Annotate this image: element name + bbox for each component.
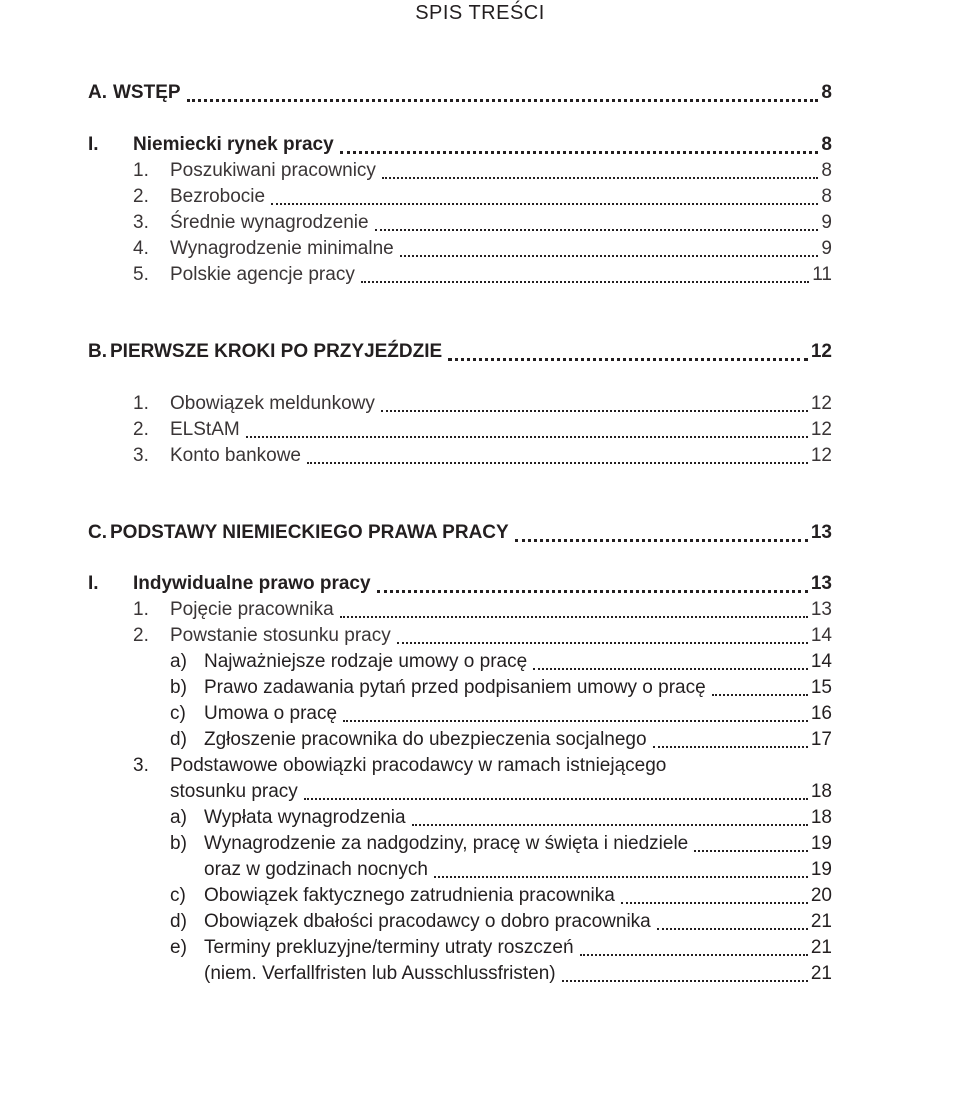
toc-entry-label: Prawo zadawania pytań przed podpisaniem umowy o pracę <box>204 677 706 698</box>
toc-entry-page: 12 <box>810 393 832 414</box>
toc-entry-page: 21 <box>810 937 832 958</box>
toc-entry-label: WSTĘP <box>113 82 181 103</box>
toc-entry-label: Indywidualne prawo pracy <box>133 573 371 594</box>
toc-entry-label: Obowiązek faktycznego zatrudnienia pracownika <box>204 885 615 906</box>
toc-entry-number: C. <box>88 522 107 543</box>
dot-leader <box>377 590 808 593</box>
toc-entry <box>0 443 960 469</box>
dot-leader <box>397 642 808 644</box>
toc-entry-page: 21 <box>810 911 832 932</box>
toc-entry <box>0 236 960 262</box>
toc-entry <box>0 158 960 184</box>
toc-entry <box>0 597 960 623</box>
dot-leader <box>621 902 808 904</box>
dot-leader <box>307 462 808 464</box>
toc-entry-label: ELStAM <box>170 419 240 440</box>
toc-entry-number: 5. <box>133 264 149 285</box>
toc-entry <box>0 779 960 805</box>
toc-entry-page: 19 <box>810 859 832 880</box>
toc-entry <box>0 831 960 857</box>
dot-leader <box>343 720 808 722</box>
toc-entry-number: c) <box>170 885 186 906</box>
dot-leader <box>412 824 808 826</box>
toc-entry <box>0 935 960 961</box>
dot-leader <box>381 410 808 412</box>
dot-leader <box>712 694 808 696</box>
toc-entry-number: I. <box>88 134 99 155</box>
toc-entry-page: 8 <box>821 186 832 207</box>
toc-entry-page: 13 <box>810 573 832 594</box>
toc-entry <box>0 909 960 935</box>
toc-entry-number: 3. <box>133 755 149 776</box>
toc-entry-page: 12 <box>810 445 832 466</box>
toc-entry-number: B. <box>88 341 107 362</box>
dot-leader <box>375 229 818 231</box>
toc-entry <box>0 961 960 987</box>
dot-leader <box>562 980 808 982</box>
toc-entry-page: 9 <box>821 212 832 233</box>
toc-entry-label: stosunku pracy <box>170 781 298 802</box>
toc-entry-label: Konto bankowe <box>170 445 301 466</box>
dot-leader <box>400 255 818 257</box>
toc-entry-label: Wynagrodzenie za nadgodziny, pracę w święta i niedziele <box>204 833 689 854</box>
toc-entry-label: Podstawowe obowiązki pracodawcy w ramach istniejącego <box>170 755 667 776</box>
dot-leader <box>657 928 808 930</box>
toc-entry-page: 8 <box>821 82 832 103</box>
toc-entry-label: Bezrobocie <box>170 186 266 207</box>
toc-entry-number: b) <box>170 677 187 698</box>
dot-leader <box>515 539 808 542</box>
toc-entry-page: 8 <box>821 160 832 181</box>
toc-entry-page: 21 <box>810 963 832 984</box>
toc-entry-number: I. <box>88 573 99 594</box>
toc-entry <box>0 132 960 158</box>
dot-leader <box>533 668 808 670</box>
dot-leader <box>340 616 808 618</box>
toc-entry-number: d) <box>170 911 187 932</box>
toc-entry <box>0 623 960 649</box>
toc-entry <box>0 649 960 675</box>
toc-entry-page: 15 <box>810 677 832 698</box>
toc-entry-page: 8 <box>821 134 832 155</box>
toc-entry-number: A. <box>88 82 107 103</box>
page-title: SPIS TREŚCI <box>415 2 545 24</box>
toc-entry-page: 13 <box>810 599 832 620</box>
toc-entry-page: 11 <box>812 264 832 285</box>
toc-entry <box>0 210 960 236</box>
dot-leader <box>434 876 808 878</box>
toc-entry-label: Niemiecki rynek pracy <box>133 134 334 155</box>
toc-entry-label: Najważniejsze rodzaje umowy o pracę <box>204 651 528 672</box>
toc-entry-page: 17 <box>810 729 832 750</box>
dot-leader <box>580 954 808 956</box>
toc-entry-number: 1. <box>133 160 149 181</box>
toc-entry-label: Obowiązek dbałości pracodawcy o dobro pracownika <box>204 911 651 932</box>
toc-entry <box>0 675 960 701</box>
dot-leader <box>340 151 818 154</box>
toc-entry-page: 12 <box>810 419 832 440</box>
toc-entry <box>0 417 960 443</box>
toc-entry-page: 12 <box>810 341 832 362</box>
toc-entry-label: Obowiązek meldunkowy <box>170 393 375 414</box>
toc-entry-label: (niem. Verfallfristen lub Ausschlussfristen) <box>204 963 556 984</box>
toc-entry-label: Umowa o pracę <box>204 703 338 724</box>
toc-entry <box>0 805 960 831</box>
toc-entry-number: 2. <box>133 419 149 440</box>
toc-entry-label: PIERWSZE KROKI PO PRZYJEŹDZIE <box>110 341 443 362</box>
toc-entry <box>0 339 960 365</box>
dot-leader <box>382 177 818 179</box>
toc-entry-number: a) <box>170 651 187 672</box>
toc-entry <box>0 857 960 883</box>
toc-entry <box>0 80 960 106</box>
toc-entry-number: 3. <box>133 212 149 233</box>
toc-entry-number: 4. <box>133 238 149 259</box>
toc-entry <box>0 571 960 597</box>
toc-entry-label: Zgłoszenie pracownika do ubezpieczenia socjalnego <box>204 729 647 750</box>
toc-entry-number: d) <box>170 729 187 750</box>
toc-entry-label: Wypłata wynagrodzenia <box>204 807 406 828</box>
toc-entry-label: Polskie agencje pracy <box>170 264 355 285</box>
toc-entry-page: 9 <box>821 238 832 259</box>
toc-entry-number: 3. <box>133 445 149 466</box>
dot-leader <box>694 850 808 852</box>
toc-entry-number: 1. <box>133 393 149 414</box>
toc-entry-number: 1. <box>133 599 149 620</box>
toc-entry-number: a) <box>170 807 187 828</box>
toc-entry-number: b) <box>170 833 187 854</box>
dot-leader <box>187 99 818 102</box>
toc-entry-label: Terminy prekluzyjne/terminy utraty roszczeń <box>204 937 574 958</box>
toc-entry-label: Pojęcie pracownika <box>170 599 334 620</box>
toc-entry-label: Średnie wynagrodzenie <box>170 212 369 233</box>
toc-entry-page: 14 <box>810 651 832 672</box>
dot-leader <box>304 798 808 800</box>
toc-entry <box>0 727 960 753</box>
dot-leader <box>653 746 808 748</box>
toc-entry <box>0 391 960 417</box>
dot-leader <box>361 281 809 283</box>
toc-entry-page: 16 <box>810 703 832 724</box>
toc-entry-number: 2. <box>133 625 149 646</box>
toc-entry-label: oraz w godzinach nocnych <box>204 859 428 880</box>
toc-entry <box>0 701 960 727</box>
toc-entry-page: 18 <box>810 781 832 802</box>
toc-entry-page: 18 <box>810 807 832 828</box>
toc-entry <box>0 184 960 210</box>
dot-leader <box>271 203 818 205</box>
toc-entry-label: Wynagrodzenie minimalne <box>170 238 394 259</box>
toc-entry <box>0 262 960 288</box>
dot-leader <box>448 358 808 361</box>
toc-entry <box>0 753 960 779</box>
toc-entry <box>0 520 960 546</box>
toc-entry-label: Poszukiwani pracownicy <box>170 160 376 181</box>
toc-entry-label: Powstanie stosunku pracy <box>170 625 391 646</box>
dot-leader <box>246 436 808 438</box>
toc-entry-page: 20 <box>810 885 832 906</box>
toc-entry-label: PODSTAWY NIEMIECKIEGO PRAWA PRACY <box>110 522 509 543</box>
toc-entry-page: 13 <box>810 522 832 543</box>
toc-entry-number: 2. <box>133 186 149 207</box>
toc-entry <box>0 883 960 909</box>
toc-entry-number: c) <box>170 703 186 724</box>
toc-entry-page: 14 <box>810 625 832 646</box>
toc-entry-page: 19 <box>810 833 832 854</box>
toc-entry-number: e) <box>170 937 187 958</box>
